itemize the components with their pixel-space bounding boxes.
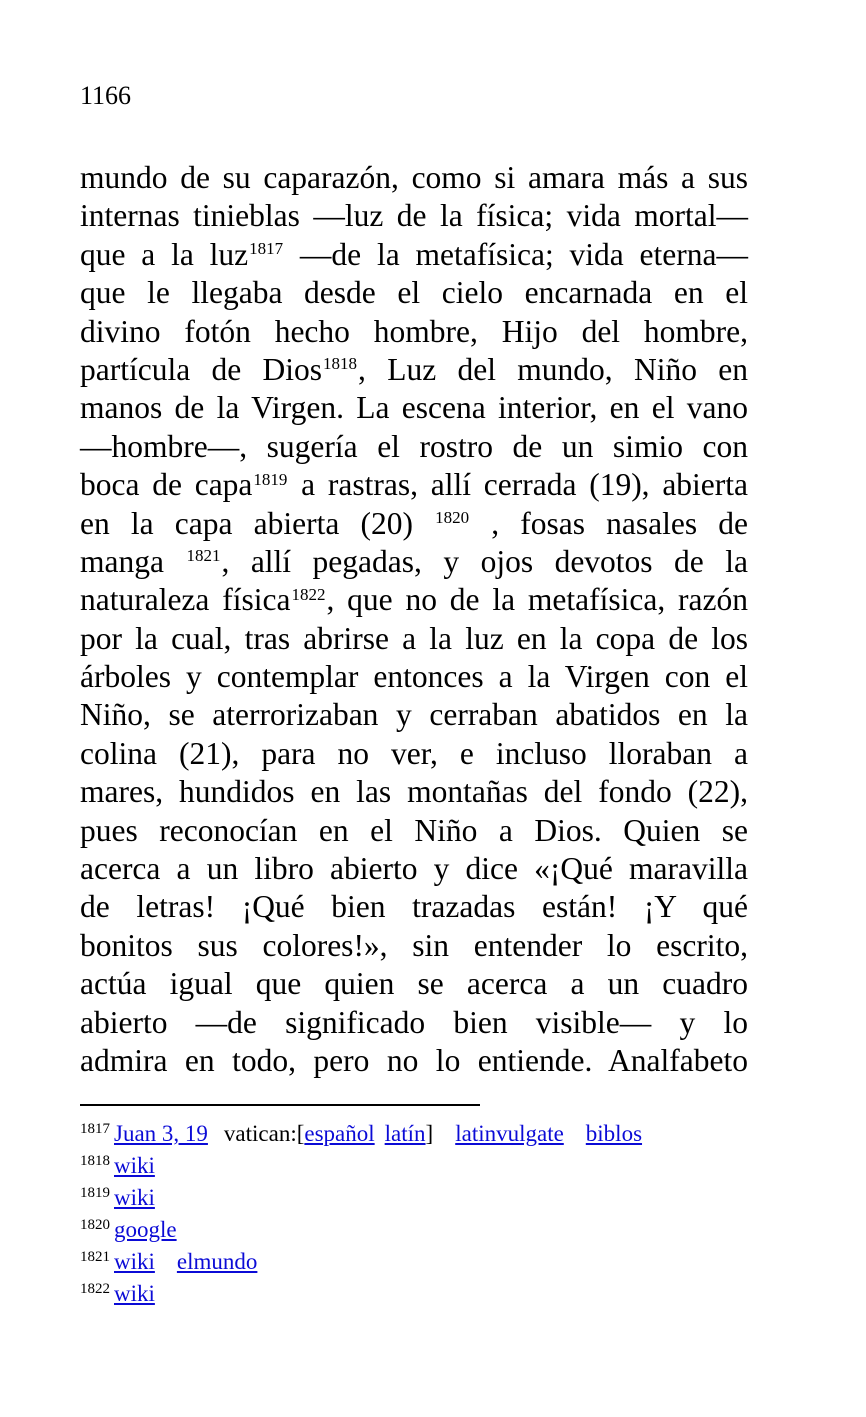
- footnote-number: 1819: [80, 1184, 110, 1201]
- footnotes: [80, 1118, 780, 1310]
- footnote-number: 1821: [80, 1248, 110, 1265]
- body-text-run: manos de la Virgen. La escena interior, en el vano: [80, 390, 748, 426]
- body-text-run: , fosas nasales de: [470, 505, 749, 541]
- body-text-run: de letras! ¡Qué bien trazadas están! ¡Y qué: [80, 889, 748, 925]
- footnote-link-juan-3-19[interactable]: Juan 3, 19: [114, 1121, 208, 1146]
- footnote-reference: 1817: [249, 239, 284, 259]
- body-line: [80, 466, 748, 504]
- footnote-number: 1818: [80, 1152, 110, 1169]
- footnote-link-latinvulgate[interactable]: latinvulgate: [455, 1121, 564, 1146]
- body-text-run: , que no de la metafísica, razón: [326, 582, 748, 618]
- footnote-item: [80, 1182, 780, 1214]
- page-number: 1166: [80, 81, 132, 110]
- footnote-item: [80, 1278, 780, 1310]
- body-text-run: mares, hundidos en las montañas del fondo (22),: [80, 774, 748, 810]
- body-text-run: árboles y contemplar entonces a la Virgen con el: [80, 659, 748, 695]
- body-line: [80, 773, 748, 811]
- body-text-run: , allí pegadas, y ojos devotos de la: [221, 543, 748, 579]
- body-text-run: a rastras, allí cerrada (19), abierta: [288, 467, 749, 503]
- footnote-number: 1820: [80, 1216, 110, 1233]
- body-line: [80, 581, 748, 619]
- footnote-link-lat-n[interactable]: latín: [384, 1121, 426, 1146]
- footnote-link-espa-ol[interactable]: español: [304, 1121, 375, 1146]
- body-text-run: naturaleza física: [80, 582, 291, 618]
- body-text-run: por la cual, tras abrirse a la luz en la copa de los: [80, 620, 748, 656]
- body-text-run: que le llegaba desde el cielo encarnada en el: [80, 275, 748, 311]
- body-line: [80, 927, 748, 965]
- body-line: [80, 428, 748, 466]
- footnote-reference: 1821: [186, 546, 221, 566]
- body-line: [80, 888, 748, 926]
- body-text: [80, 159, 748, 1080]
- body-text-run: , Luz del mundo, Niño en: [358, 351, 748, 387]
- body-text-run: en la capa abierta (20): [80, 505, 435, 541]
- footnote-reference: 1818: [323, 354, 358, 374]
- body-line: [80, 274, 748, 312]
- footnote-item: [80, 1150, 780, 1182]
- body-line: [80, 735, 748, 773]
- body-text-run: Niño, se aterrorizaban y cerraban abatidos en la: [80, 697, 748, 733]
- body-text-run: partícula de Dios: [80, 351, 323, 387]
- body-line: [80, 159, 748, 197]
- footnote-text: vatican:[: [223, 1121, 305, 1146]
- footnote-link-elmundo[interactable]: elmundo: [176, 1249, 258, 1274]
- body-text-run: abierto —de significado bien visible— y lo: [80, 1004, 748, 1040]
- body-line: [80, 236, 748, 274]
- body-line: [80, 812, 748, 850]
- footnote-number: 1817: [80, 1120, 110, 1137]
- body-line: [80, 313, 748, 351]
- body-text-run: manga: [80, 543, 186, 579]
- footnote-item: [80, 1118, 780, 1150]
- footnote-link-wiki[interactable]: wiki: [114, 1281, 155, 1306]
- body-text-run: acerca a un libro abierto y dice «¡Qué maravilla: [80, 851, 748, 887]
- body-text-run: colina (21), para no ver, e incluso lloraban a: [80, 735, 748, 771]
- body-text-run: internas tinieblas —luz de la física; vida mortal—: [80, 198, 748, 234]
- body-line: [80, 351, 748, 389]
- footnote-reference: 1820: [435, 507, 470, 527]
- body-line: [80, 543, 748, 581]
- body-line: [80, 389, 748, 427]
- footnote-link-google[interactable]: google: [114, 1217, 177, 1242]
- body-text-run: boca de capa: [80, 467, 253, 503]
- footnote-text: ]: [425, 1121, 434, 1146]
- body-text-run: bonitos sus colores!», sin entender lo escrito,: [80, 927, 748, 963]
- body-text-run: pues reconocían en el Niño a Dios. Quien se: [80, 812, 748, 848]
- body-text-run: mundo de su caparazón, como si amara más a sus: [80, 160, 748, 195]
- footnote-link-wiki[interactable]: wiki: [114, 1249, 155, 1274]
- footnote-number: 1822: [80, 1280, 110, 1297]
- footnote-reference: 1822: [291, 584, 326, 604]
- body-line: [80, 505, 748, 543]
- body-line: [80, 850, 748, 888]
- body-text-run: divino fotón hecho hombre, Hijo del hombre,: [80, 313, 748, 349]
- body-line: [80, 197, 748, 235]
- body-line: [80, 1004, 748, 1042]
- footnote-link-biblos[interactable]: biblos: [585, 1121, 643, 1146]
- footnote-divider: [80, 1104, 480, 1106]
- body-text-run: admira en todo, pero no lo entiende. Analfabeto: [80, 1042, 748, 1078]
- footnote-link-wiki[interactable]: wiki: [114, 1153, 155, 1178]
- footnote-link-wiki[interactable]: wiki: [114, 1185, 155, 1210]
- body-text-run: —de la metafísica; vida eterna—: [284, 236, 748, 272]
- body-line: [80, 658, 748, 696]
- body-text-run: —hombre—, sugería el rostro de un simio con: [80, 428, 748, 464]
- body-line: [80, 620, 748, 658]
- body-text-run: que a la luz: [80, 236, 249, 272]
- body-line: [80, 965, 748, 1003]
- footnote-item: [80, 1246, 780, 1278]
- footnote-reference: 1819: [253, 469, 288, 489]
- body-text-run: actúa igual que quien se acerca a un cuadro: [80, 966, 748, 1002]
- body-line: [80, 696, 748, 734]
- footnote-item: [80, 1214, 780, 1246]
- body-line: [80, 1042, 748, 1080]
